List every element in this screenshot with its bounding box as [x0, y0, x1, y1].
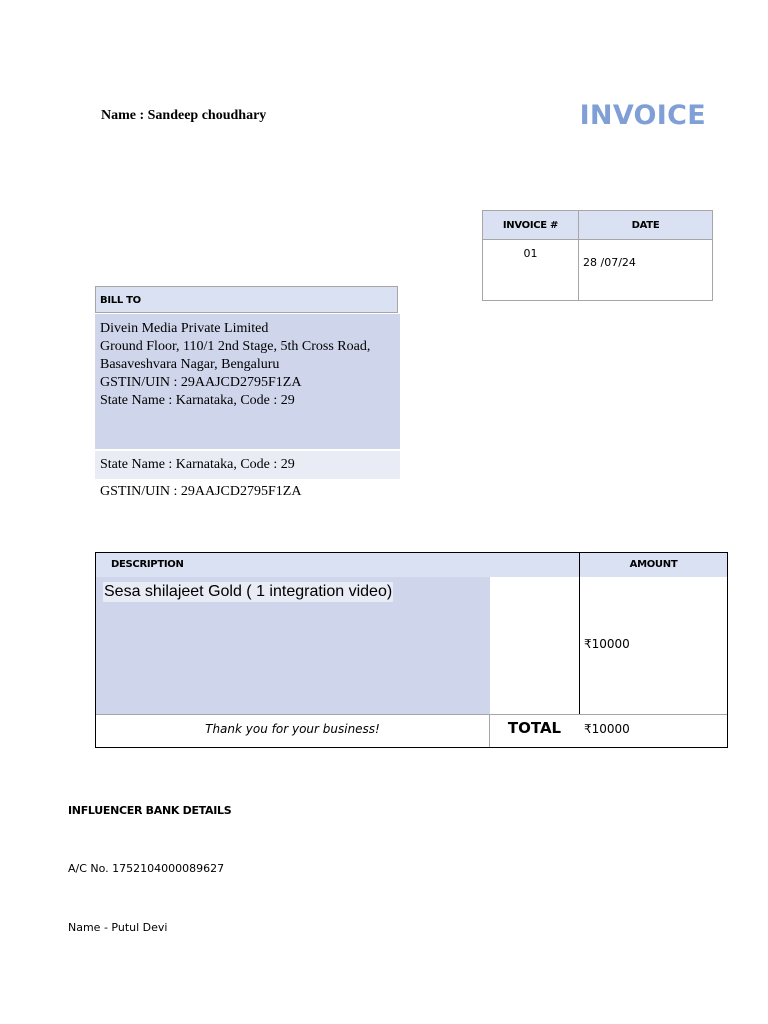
bill-to-line: GSTIN/UIN : 29AAJCD2795F1ZA	[100, 375, 302, 390]
description-header: DESCRIPTION	[111, 559, 184, 570]
row-divider	[96, 714, 727, 715]
customer-name: Name : Sandeep choudhary	[101, 108, 267, 123]
total-value: ₹10000	[584, 722, 630, 736]
invoice-number-header: INVOICE #	[483, 211, 579, 240]
date-value: 28 /07/24	[579, 240, 713, 301]
thank-you-note: Thank you for your business!	[205, 722, 380, 736]
bill-to-line: Basaveshvara Nagar, Bengaluru	[100, 357, 280, 372]
bill-to-line: Divein Media Private Limited	[100, 321, 269, 336]
invoice-meta-table	[482, 210, 713, 301]
column-divider	[579, 553, 580, 714]
total-label: TOTAL	[507, 719, 562, 737]
bill-to-header: BILL TO	[95, 286, 398, 313]
invoice-meta-value-row	[483, 240, 713, 301]
invoice-title: INVOICE	[579, 100, 706, 131]
column-divider	[489, 577, 490, 714]
bank-details-heading: INFLUENCER BANK DETAILS	[68, 804, 232, 817]
bill-to-address	[95, 314, 400, 449]
bank-account-number: A/C No. 1752104000089627	[68, 862, 225, 875]
amount-header: AMOUNT	[629, 559, 678, 570]
invoice-meta-header-row	[483, 211, 713, 240]
bill-to-gstin: GSTIN/UIN : 29AAJCD2795F1ZA	[100, 484, 302, 499]
invoice-number-value: 01	[483, 240, 579, 301]
bill-to-line: State Name : Karnataka, Code : 29	[100, 393, 295, 408]
date-header: DATE	[579, 211, 713, 240]
bill-to-line: Ground Floor, 110/1 2nd Stage, 5th Cross Road,	[100, 339, 371, 354]
item-amount: ₹10000	[584, 637, 630, 651]
bill-to-state: State Name : Karnataka, Code : 29	[95, 451, 400, 479]
item-description: Sesa shilajeet Gold ( 1 integration video)	[104, 583, 393, 600]
bank-account-name: Name - Putul Devi	[68, 921, 168, 934]
